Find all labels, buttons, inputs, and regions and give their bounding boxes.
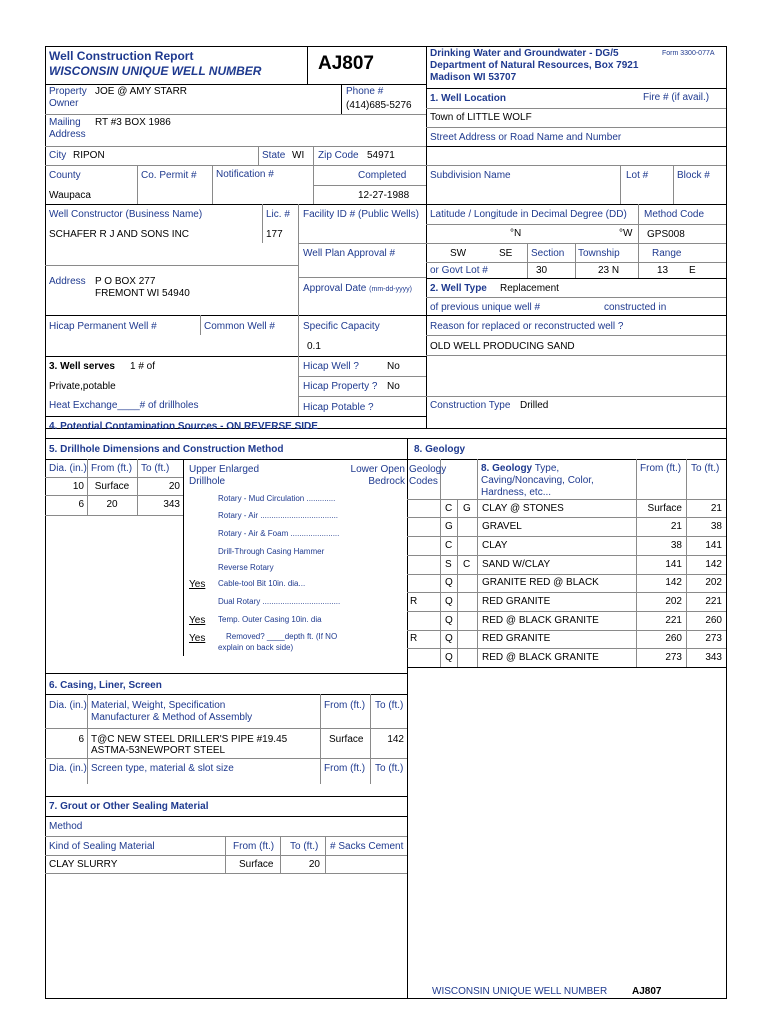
reason-value: OLD WELL PRODUCING SAND bbox=[430, 341, 575, 352]
geology-row-3-from: 38 bbox=[670, 540, 682, 551]
geology-row-6-to: 221 bbox=[705, 596, 722, 607]
geology-row-5-to: 202 bbox=[705, 577, 722, 588]
section-label: Section bbox=[531, 248, 565, 259]
casing-row-dia: 6 bbox=[78, 734, 84, 745]
grout-sacks-header: # Sacks Cement bbox=[330, 841, 404, 852]
quarter-2: SE bbox=[499, 248, 513, 259]
geology-row-7-to: 260 bbox=[705, 615, 722, 626]
screen-from-header: From (ft.) bbox=[324, 763, 366, 774]
specific-capacity-label: Specific Capacity bbox=[303, 321, 380, 332]
geology-row-2-desc: GRAVEL bbox=[482, 521, 522, 532]
grout-method-label: Method bbox=[49, 821, 83, 832]
hicap-potable-label: Hicap Potable ? bbox=[303, 402, 374, 413]
method-air-foam-rotary: Rotary - Air & Foam ...................... bbox=[218, 529, 340, 538]
geology-row-3-desc: CLAY bbox=[482, 540, 508, 551]
geology-row-7-desc: RED @ BLACK GRANITE bbox=[482, 615, 599, 626]
license-value: 177 bbox=[266, 229, 283, 240]
geology-row-1-from: Surface bbox=[647, 503, 682, 514]
construction-type-label: Construction Type bbox=[430, 400, 511, 411]
geology-row-8-desc: RED GRANITE bbox=[482, 633, 551, 644]
geology-row-9-desc: RED @ BLACK GRANITE bbox=[482, 652, 599, 663]
city-label: City bbox=[49, 150, 67, 161]
geology-type-header: 8. Geology Type, bbox=[481, 463, 560, 474]
hicap-property-label: Hicap Property ? bbox=[303, 381, 378, 392]
geology-row-6-r: R bbox=[410, 596, 418, 607]
method-removed-mark: Yes bbox=[189, 633, 206, 644]
form-title: Well Construction Report bbox=[49, 49, 194, 63]
grout-row-kind: CLAY SLURRY bbox=[49, 859, 118, 870]
mailing-address-label: Address bbox=[49, 129, 86, 140]
zip-label: Zip Code bbox=[318, 150, 359, 161]
fire-number-label: Fire # (if avail.) bbox=[643, 92, 710, 103]
street-address-label: Street Address or Road Name and Number bbox=[430, 132, 622, 143]
geology-codes-label-1: Geology bbox=[409, 464, 447, 475]
casing-row-to: 142 bbox=[387, 734, 404, 745]
geology-row-4-from: 141 bbox=[665, 559, 682, 570]
geology-row-8-r: R bbox=[410, 633, 418, 644]
method-casing-hammer: Drill-Through Casing Hammer bbox=[218, 547, 325, 556]
geology-row-1-to: 21 bbox=[710, 503, 722, 514]
constructor-address-line2: FREMONT WI 54940 bbox=[95, 288, 190, 299]
screen-type-header: Screen type, material & slot size bbox=[91, 763, 234, 774]
construction-type-value: Drilled bbox=[520, 400, 549, 411]
geology-row-9-to: 343 bbox=[705, 652, 722, 663]
geology-row-3-to: 141 bbox=[705, 540, 722, 551]
constructor-address-line1: P O BOX 277 bbox=[95, 276, 156, 287]
grout-row-from: Surface bbox=[239, 859, 274, 870]
zip-value: 54971 bbox=[367, 150, 395, 161]
method-temp-casing-mark: Yes bbox=[189, 615, 206, 626]
well-number: AJ807 bbox=[318, 53, 374, 74]
geology-row-7-code1: Q bbox=[445, 615, 453, 626]
casing-dia-header: Dia. (in.) bbox=[49, 700, 87, 711]
city-value: RIPON bbox=[73, 150, 105, 161]
footer-well-number: AJ807 bbox=[632, 986, 662, 997]
grout-heading: 7. Grout or Other Sealing Material bbox=[49, 801, 209, 812]
longitude-unit: °W bbox=[619, 228, 633, 239]
geology-to-header: To (ft.) bbox=[691, 463, 720, 474]
town-value: Town of LITTLE WOLF bbox=[430, 112, 532, 123]
well-location-heading: 1. Well Location bbox=[430, 93, 506, 104]
permit-label: Co. Permit # bbox=[141, 170, 197, 181]
latlong-label: Latitude / Longitude in Decimal Degree (DD) bbox=[430, 209, 627, 220]
well-serves-count: 1 # of bbox=[130, 361, 156, 372]
hicap-well-value: No bbox=[387, 361, 400, 372]
completed-date: 12-27-1988 bbox=[358, 190, 410, 201]
agency-line1: Drinking Water and Groundwater - DG/5 bbox=[430, 48, 619, 59]
casing-row-from: Surface bbox=[329, 734, 364, 745]
method-cable-tool: Cable-tool Bit 10in. dia... bbox=[218, 579, 306, 588]
drillhole-dia-header: Dia. (in.) bbox=[49, 463, 87, 474]
footer-label: WISCONSIN UNIQUE WELL NUMBER bbox=[432, 986, 608, 997]
phone-label: Phone # bbox=[346, 86, 384, 97]
geology-row-9-code1: Q bbox=[445, 652, 453, 663]
plan-approval-label: Well Plan Approval # bbox=[303, 248, 396, 259]
geology-row-4-to: 142 bbox=[705, 559, 722, 570]
contamination-heading: 4. Potential Contamination Sources - ON REVERSE SIDE bbox=[49, 421, 318, 432]
constructor-label: Well Constructor (Business Name) bbox=[49, 209, 203, 220]
method-code-label: Method Code bbox=[644, 209, 705, 220]
geology-row-5-code1: Q bbox=[445, 577, 453, 588]
drillhole-row-1-from: Surface bbox=[94, 481, 130, 492]
form-subtitle: WISCONSIN UNIQUE WELL NUMBER bbox=[49, 64, 262, 78]
quarter-1: SW bbox=[450, 248, 467, 259]
grout-to-header: To (ft.) bbox=[290, 841, 319, 852]
form-number: Form 3300-077A bbox=[662, 50, 715, 57]
block-label: Block # bbox=[677, 170, 710, 181]
geology-heading: 8. Geology bbox=[414, 444, 466, 455]
grout-kind-header: Kind of Sealing Material bbox=[49, 841, 155, 852]
agency-line2: Department of Natural Resources, Box 7921 bbox=[430, 60, 639, 71]
drillhole-from-header: From (ft.) bbox=[91, 463, 133, 474]
heat-exchange-label: Heat Exchange____# of drillholes bbox=[49, 400, 199, 411]
township-value: 23 N bbox=[598, 265, 620, 276]
county-label: County bbox=[49, 170, 81, 181]
range-direction: E bbox=[689, 265, 696, 276]
license-label: Lic. # bbox=[266, 209, 290, 220]
casing-row-material-2: ASTMA-53NEWPORT STEEL bbox=[91, 745, 226, 756]
geology-row-2-code1: G bbox=[445, 521, 453, 532]
geology-row-3-code1: C bbox=[445, 540, 453, 551]
completed-label: Completed bbox=[358, 170, 407, 181]
grout-row-to: 20 bbox=[308, 859, 320, 870]
common-well-label: Common Well # bbox=[204, 321, 275, 332]
owner-phone: (414)685-5276 bbox=[346, 100, 412, 111]
geology-row-2-from: 21 bbox=[670, 521, 682, 532]
constructor-name: SCHAFER R J AND SONS INC bbox=[49, 229, 190, 240]
drillhole-row-2-to: 343 bbox=[163, 499, 180, 510]
state-value: WI bbox=[292, 150, 305, 161]
specific-capacity-value: 0.1 bbox=[307, 341, 321, 352]
drillhole-heading: 5. Drillhole Dimensions and Construction Method bbox=[49, 444, 284, 455]
geology-row-7-from: 221 bbox=[665, 615, 682, 626]
geology-row-5-from: 142 bbox=[665, 577, 682, 588]
method-removed: Removed? ____depth ft. (If NO bbox=[226, 632, 338, 641]
method-cable-tool-mark: Yes bbox=[189, 579, 206, 590]
previous-well-label: of previous unique well # bbox=[430, 302, 541, 313]
drillhole-to-header: To (ft.) bbox=[141, 463, 170, 474]
geology-row-6-from: 202 bbox=[665, 596, 682, 607]
facility-label: Facility ID # (Public Wells) bbox=[303, 209, 419, 220]
geology-from-header: From (ft.) bbox=[640, 463, 682, 474]
geology-row-2-to: 38 bbox=[710, 521, 722, 532]
lower-bedrock-label-1: Lower Open bbox=[350, 464, 405, 475]
upper-drillhole-label-2: Drillhole bbox=[189, 476, 226, 487]
owner-label: Owner bbox=[49, 98, 79, 109]
township-label: Township bbox=[578, 248, 620, 259]
geology-row-1-code1: C bbox=[445, 503, 453, 514]
lower-bedrock-label-2: Bedrock bbox=[368, 476, 405, 487]
owner-name: JOE @ AMY STARR bbox=[95, 86, 188, 97]
govt-lot-label: or Govt Lot # bbox=[430, 265, 488, 276]
constructor-address-label: Address bbox=[49, 276, 86, 287]
range-label: Range bbox=[652, 248, 682, 259]
geology-row-6-desc: RED GRANITE bbox=[482, 596, 551, 607]
geology-type-header-3: Hardness, etc... bbox=[481, 487, 552, 498]
grout-from-header: From (ft.) bbox=[233, 841, 275, 852]
hicap-permanent-label: Hicap Permanent Well # bbox=[49, 321, 157, 332]
drillhole-row-2-from: 20 bbox=[106, 499, 118, 510]
property-label: Property bbox=[49, 86, 87, 97]
geology-type-header-2: Caving/Noncaving, Color, bbox=[481, 475, 594, 486]
geology-row-1-desc: CLAY @ STONES bbox=[482, 503, 564, 514]
well-type-value: Replacement bbox=[500, 283, 559, 294]
hicap-well-label: Hicap Well ? bbox=[303, 361, 359, 372]
casing-material-header-1: Material, Weight, Specification bbox=[91, 700, 226, 711]
mailing-address: RT #3 BOX 1986 bbox=[95, 117, 171, 128]
geology-row-9-from: 273 bbox=[665, 652, 682, 663]
section-value: 30 bbox=[536, 265, 548, 276]
casing-heading: 6. Casing, Liner, Screen bbox=[49, 680, 162, 691]
method-code-value: GPS008 bbox=[647, 229, 685, 240]
constructed-in-label: constructed in bbox=[604, 302, 667, 313]
geology-codes-label-2: Codes bbox=[409, 476, 438, 487]
drillhole-row-1-dia: 10 bbox=[72, 481, 84, 492]
method-mud-rotary: Rotary - Mud Circulation ............. bbox=[218, 494, 336, 503]
method-reverse-rotary: Reverse Rotary bbox=[218, 563, 274, 572]
method-air-rotary: Rotary - Air ................................... bbox=[218, 511, 339, 520]
geology-row-4-code1: S bbox=[445, 559, 452, 570]
mailing-label: Mailing bbox=[49, 117, 81, 128]
agency-line3: Madison WI 53707 bbox=[430, 72, 517, 83]
casing-from-header: From (ft.) bbox=[324, 700, 366, 711]
notification-label: Notification # bbox=[216, 169, 274, 180]
well-type-heading: 2. Well Type bbox=[430, 283, 487, 294]
method-temp-casing: Temp. Outer Casing 10in. dia bbox=[218, 615, 322, 624]
casing-material-header-2: Manufacturer & Method of Assembly bbox=[91, 712, 253, 723]
casing-row-material-1: T@C NEW STEEL DRILLER'S PIPE #19.45 bbox=[91, 734, 288, 745]
well-serves-use: Private,potable bbox=[49, 381, 116, 392]
lot-label: Lot # bbox=[626, 170, 649, 181]
geology-row-5-desc: GRANITE RED @ BLACK bbox=[482, 577, 599, 588]
range-value: 13 bbox=[657, 265, 669, 276]
geology-row-4-desc: SAND W/CLAY bbox=[482, 559, 551, 570]
hicap-property-value: No bbox=[387, 381, 400, 392]
method-dual-rotary: Dual Rotary ................................... bbox=[218, 597, 341, 606]
drillhole-row-1-to: 20 bbox=[168, 481, 180, 492]
screen-to-header: To (ft.) bbox=[375, 763, 404, 774]
approval-date-label: Approval Date (mm-dd-yyyy) bbox=[303, 283, 412, 294]
geology-row-6-code1: Q bbox=[445, 596, 453, 607]
state-label: State bbox=[262, 150, 286, 161]
method-removed-note: explain on back side) bbox=[218, 643, 294, 652]
geology-row-8-code1: Q bbox=[445, 633, 453, 644]
upper-drillhole-label-1: Upper Enlarged bbox=[189, 464, 260, 475]
geology-row-1-code2: G bbox=[463, 503, 471, 514]
subdivision-label: Subdivision Name bbox=[430, 170, 511, 181]
geology-row-4-code2: C bbox=[463, 559, 471, 570]
casing-to-header: To (ft.) bbox=[375, 700, 404, 711]
latitude-unit: °N bbox=[510, 228, 522, 239]
geology-row-8-to: 273 bbox=[705, 633, 722, 644]
drillhole-row-2-dia: 6 bbox=[78, 499, 84, 510]
reason-label: Reason for replaced or reconstructed well ? bbox=[430, 321, 624, 332]
screen-dia-header: Dia. (in.) bbox=[49, 763, 87, 774]
geology-row-8-from: 260 bbox=[665, 633, 682, 644]
county-value: Waupaca bbox=[49, 190, 91, 201]
well-serves-heading: 3. Well serves bbox=[49, 361, 115, 372]
